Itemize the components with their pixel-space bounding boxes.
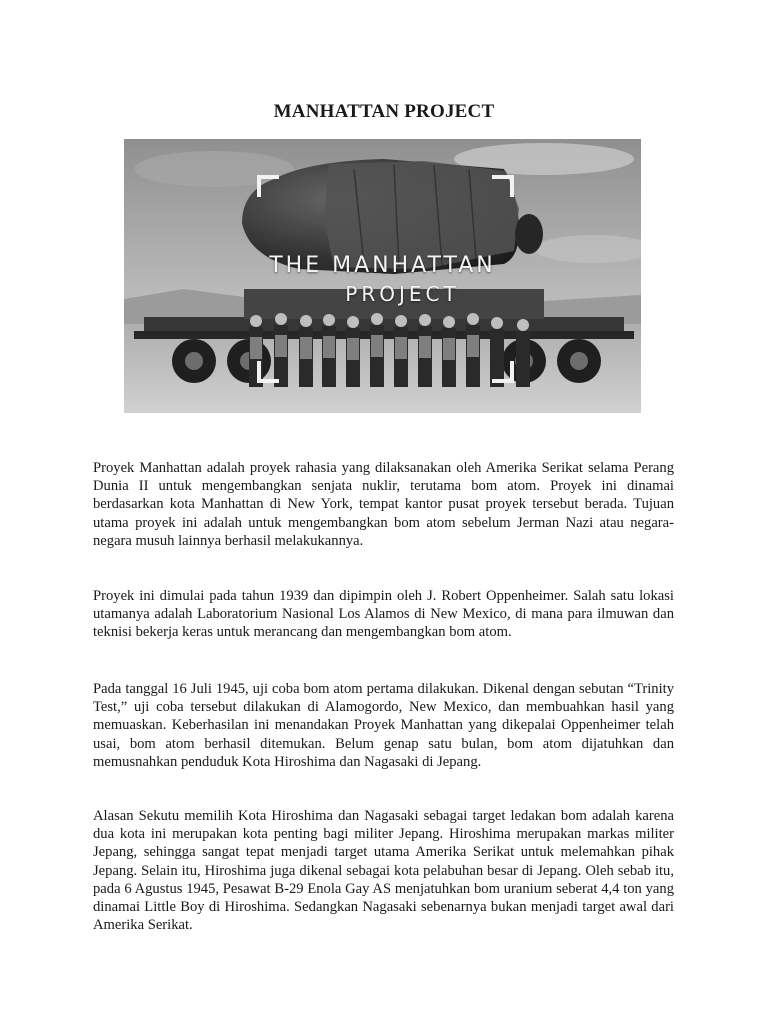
frame-corner-top-left xyxy=(257,175,279,197)
hero-caption-line-2: PROJECT xyxy=(345,282,460,306)
paragraph-history: Proyek ini dimulai pada tahun 1939 dan dipimpin oleh J. Robert Oppenheimer. Salah satu lokasi utamanya adalah Laboratorium Nasional Los Alamos di New Mexico, di mana para ilmuwan dan teknisi bekerja keras untuk merancang dan mengembangkan bom atom. xyxy=(93,588,674,641)
paragraph-intro: Proyek Manhattan adalah proyek rahasia yang dilaksanakan oleh Amerika Serikat selama Perang Dunia II untuk mengembangkan senjata nuklir, terutama bom atom. Proyek ini dinamai berdasarkan kota Manhattan di New York, tempat kantor pusat proyek tersebut berada. Tujuan utama proyek ini adalah untuk mengembangkan bom atom sebelum Jerman Nazi atau negara-negara musuh lainnya berhasil melakukannya. xyxy=(93,460,674,549)
hero-photo xyxy=(124,139,641,413)
paragraph-trinity-test: Pada tanggal 16 Juli 1945, uji coba bom atom pertama dilakukan. Dikenal dengan sebutan “Trinity Test,” uji coba tersebut dilakukan di Alamogordo, New Mexico, dan membuahkan hasil yang memuaskan. Keberhasilan ini menandakan Proyek Manhattan yang dikepalai Oppenheimer telah usai, bom atom berhasil ditemukan. Belum genap satu bulan, bom atom dijatuhkan dan memusnahkan penduduk Kota Hiroshima dan Nagasaki di Jepang. xyxy=(93,681,674,770)
frame-corner-bottom-right xyxy=(492,361,514,383)
frame-corner-top-right xyxy=(492,175,514,197)
paragraph-target-cities: Alasan Sekutu memilih Kota Hiroshima dan Nagasaki sebagai target ledakan bom adalah karena dua kota ini merupakan kota penting bagi militer Jepang. Hiroshima merupakan markas militer Jepang, sehingga sangat tepat menjadi target utama Amerika Serikat untuk melemahkan pihak Jepang. Selain itu, Hiroshima juga dikenal sebagai kota pelabuhan besar di Jepang. Oleh sebab itu, pada 6 Agustus 1945, Pesawat B-29 Enola Gay AS menjatuhkan bom uranium seberat 4,4 ton yang dinamai Little Boy di Hiroshima. Sedangkan Nagasaki sebenarnya bukan menjadi target awal dari Amerika Serikat. xyxy=(93,808,674,934)
hero-caption-line-1: THE MANHATTAN xyxy=(269,253,496,278)
page-title: MANHATTAN PROJECT xyxy=(273,100,495,122)
frame-corner-bottom-left xyxy=(257,361,279,383)
